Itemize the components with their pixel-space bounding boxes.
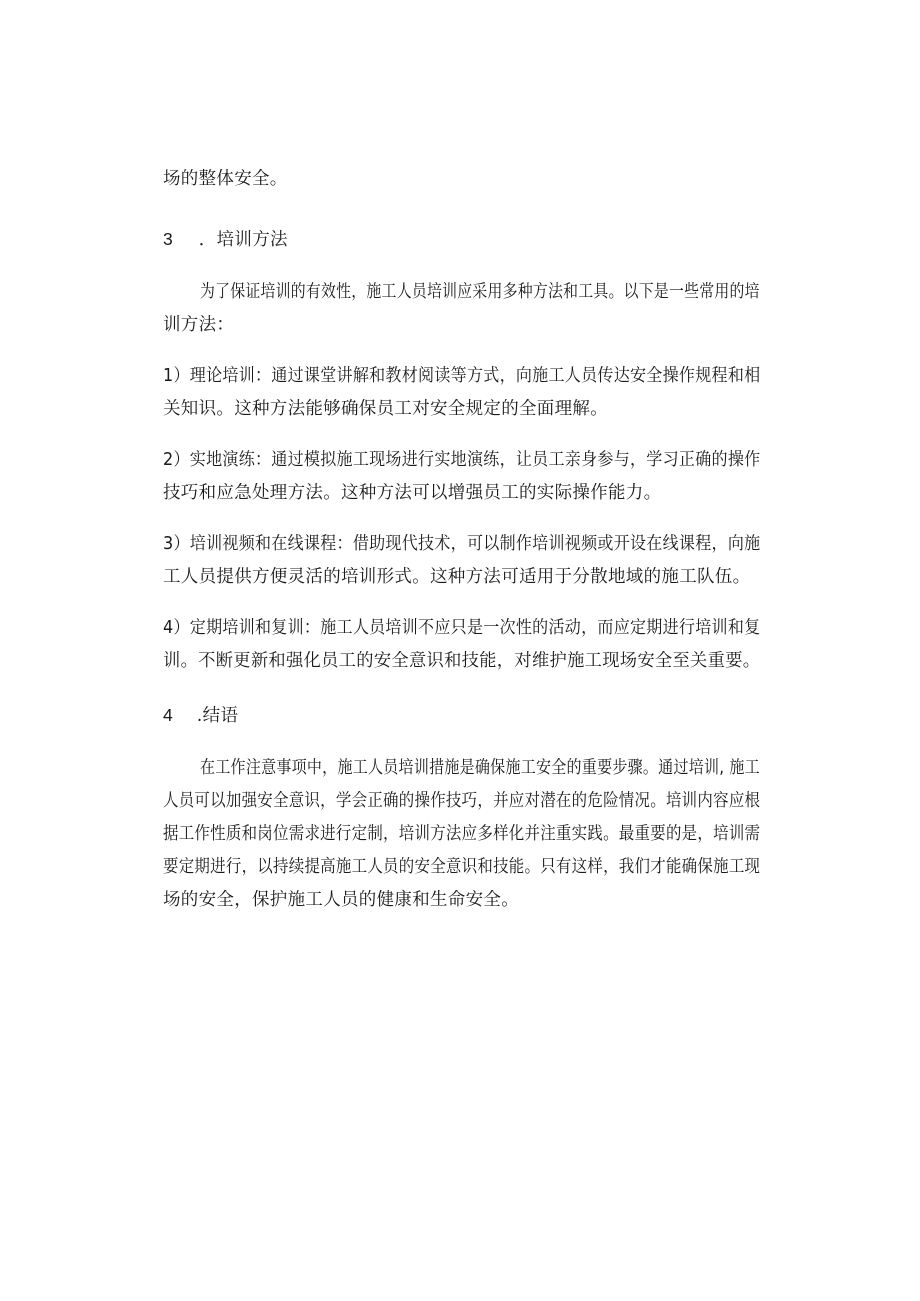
list-item-1-line-2: 关知识。这种方法能够确保员工对安全规定的全面理解。 xyxy=(163,399,608,419)
list-item-3-line-1: 3）培训视频和在线课程：借助现代技术，可以制作培训视频或开设在线课程，向施 xyxy=(163,534,761,554)
conclusion-line-5: 场的安全，保护施工人员的健康和生命安全。 xyxy=(163,890,519,910)
conclusion-line-4: 要定期进行，以持续提高施工人员的安全意识和技能。只有这样，我们才能确保施工现 xyxy=(163,857,761,877)
section-number: 4 xyxy=(163,705,174,725)
list-item-2-line-2: 技巧和应急处理方法。这种方法可以增强员工的实际操作能力。 xyxy=(163,483,662,503)
list-item-4-line-1: 4）定期培训和复训：施工人员培训不应只是一次性的活动，而应定期进行培训和复 xyxy=(163,618,761,638)
list-item-4-line-2: 训。不断更新和强化员工的安全意识和技能，对维护施工现场安全至关重要。 xyxy=(163,651,761,671)
section-title: ．培训方法 xyxy=(198,230,288,250)
list-item-1-line-1: 1）理论培训：通过课堂讲解和教材阅读等方式，向施工人员传达安全操作规程和相 xyxy=(163,366,761,386)
intro-paragraph-line-1: 为了保证培训的有效性，施工人员培训应采用多种方法和工具。以下是一些常用的培 xyxy=(200,282,760,302)
intro-paragraph-line-2: 训方法： xyxy=(163,315,235,335)
list-item-3-line-2: 工人员提供方便灵活的培训形式。这种方法可适用于分散地域的施工队伍。 xyxy=(163,567,751,587)
conclusion-line-2: 人员可以加强安全意识，学会正确的操作技巧，并应对潜在的危险情况。培训内容应根 xyxy=(163,791,761,811)
section-number: 3 xyxy=(163,229,174,249)
section-title: .结语 xyxy=(196,706,239,726)
conclusion-line-3: 据工作性质和岗位需求进行定制，培训方法应多样化并注重实践。最重要的是，培训需 xyxy=(163,824,761,844)
section-heading-conclusion xyxy=(163,703,238,728)
section-heading-training-methods xyxy=(163,227,288,252)
paragraph-fragment: 场的整体安全。 xyxy=(163,169,288,189)
conclusion-line-1: 在工作注意事项中，施工人员培训措施是确保施工安全的重要步骤。通过培训, 施工 xyxy=(200,758,760,778)
list-item-2-line-1: 2）实地演练：通过模拟施工现场进行实地演练，让员工亲身参与，学习正确的操作 xyxy=(163,450,761,470)
